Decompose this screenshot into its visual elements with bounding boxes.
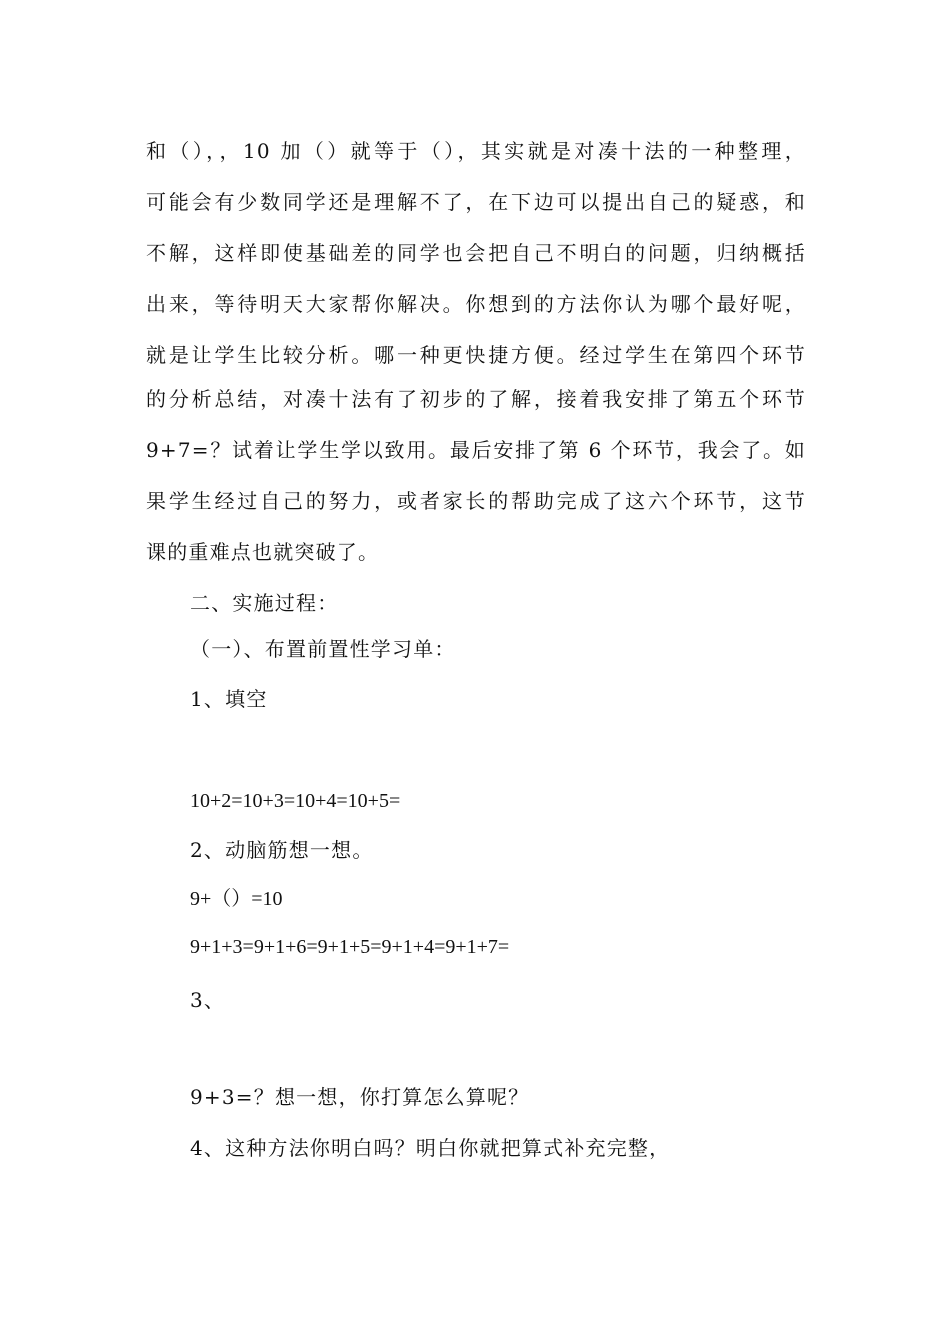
item-4-label: 4、这种方法你明白吗？明白你就把算式补充完整， <box>190 1136 671 1160</box>
paragraph-line-2: 可能会有少数同学还是理解不了，在下边可以提出自己的疑惑，和 <box>146 190 806 214</box>
section-heading: 二、实施过程： <box>190 591 339 615</box>
paragraph-line-9: 课的重难点也就突破了。 <box>146 540 380 564</box>
item-1-label: 1、填空 <box>190 687 268 711</box>
item-2-label: 2、动脑筋想一想。 <box>190 838 374 862</box>
paragraph-line-3: 不解，这样即使基础差的同学也会把自己不明白的问题，归纳概括 <box>146 241 806 265</box>
paragraph-line-5: 就是让学生比较分析。哪一种更快捷方便。经过学生在第四个环节 <box>146 343 806 367</box>
item-3-question: 9+3=？想一想，你打算怎么算呢？ <box>190 1085 530 1109</box>
subsection-heading: （一）、布置前置性学习单： <box>190 637 456 661</box>
paragraph-line-7: 9+7=？试着让学生学以致用。最后安排了第 6 个环节，我会了。如 <box>146 438 806 462</box>
paragraph-line-8: 果学生经过自己的努力，或者家长的帮助完成了这六个环节，这节 <box>146 489 806 513</box>
paragraph-line-6: 的分析总结，对凑十法有了初步的了解，接着我安排了第五个环节 <box>146 387 806 411</box>
item-2-formula-b: 9+1+3=9+1+6=9+1+5=9+1+4=9+1+7= <box>190 936 510 958</box>
item-3-label: 3、 <box>190 988 226 1012</box>
paragraph-line-1: 和（），，10 加（）就等于（），其实就是对凑十法的一种整理， <box>146 139 806 163</box>
paragraph-line-4: 出来，等待明天大家帮你解决。你想到的方法你认为哪个最好呢， <box>146 292 806 316</box>
item-1-formula: 10+2=10+3=10+4=10+5= <box>190 790 401 812</box>
item-2-formula-a: 9+（）=10 <box>190 888 283 910</box>
